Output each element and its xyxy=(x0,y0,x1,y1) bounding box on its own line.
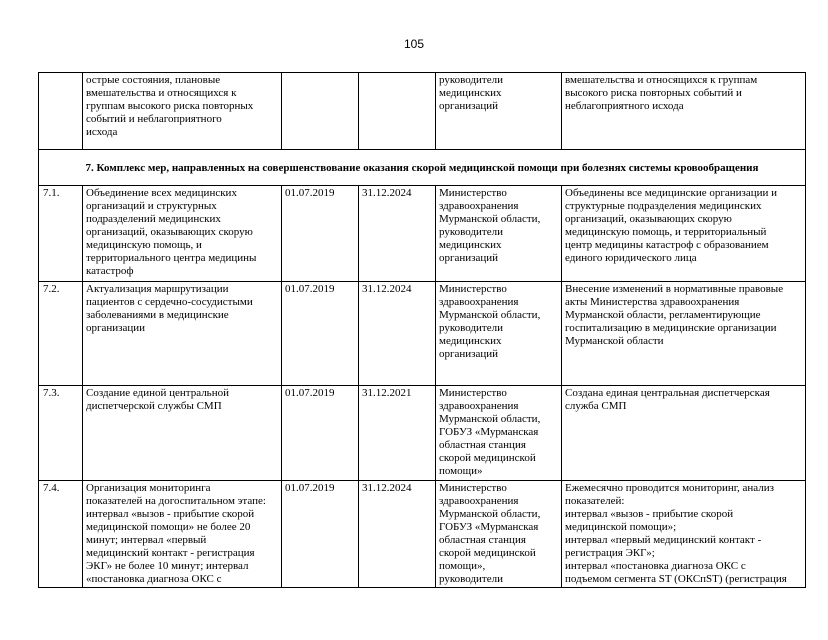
row-number: 7.2. xyxy=(39,282,83,386)
section-title: 7. Комплекс мер, направленных на совершенствование оказания скорой медицинской помощи при болезнях системы кровообращения xyxy=(39,150,806,186)
start-date-cell: 01.07.2019 xyxy=(282,481,359,588)
measure-cell: Объединение всех медицинских организаций и структурных подразделений медицинских организаций, оказывающих скорую медицинскую помощь, и территориального центра медицины катастроф xyxy=(83,186,282,282)
end-date-cell: 31.12.2024 xyxy=(359,186,436,282)
section-header-row xyxy=(39,150,806,186)
measure-cell: острые состояния, плановые вмешательства и относящихся к группам высокого риска повторных событий и неблагоприятного исхода xyxy=(83,73,282,150)
row-number: 7.1. xyxy=(39,186,83,282)
end-date-cell: 31.12.2024 xyxy=(359,481,436,588)
start-date-cell: 01.07.2019 xyxy=(282,186,359,282)
table-row xyxy=(39,386,806,481)
result-cell: Объединены все медицинские организации и структурные подразделения медицинских организаций, оказывающих скорую медицинскую помощь, и территориальный центр медицины катастроф с образованием единого юридического лица xyxy=(562,186,806,282)
responsible-cell: Министерство здравоохранения Мурманской области, руководители медицинских организаций xyxy=(436,282,562,386)
responsible-cell: Министерство здравоохранения Мурманской области, руководители медицинских организаций xyxy=(436,186,562,282)
result-cell: вмешательства и относящихся к группам высокого риска повторных событий и неблагоприятного исхода xyxy=(562,73,806,150)
row-number: 7.4. xyxy=(39,481,83,588)
result-cell: Внесение изменений в нормативные правовые акты Министерства здравоохранения Мурманской области, регламентирующие госпитализацию в медицинские организации Мурманской области xyxy=(562,282,806,386)
start-date-cell: 01.07.2019 xyxy=(282,386,359,481)
measures-table xyxy=(38,72,806,588)
responsible-cell: Министерство здравоохранения Мурманской области, ГОБУЗ «Мурманская областная станция скорой медицинской помощи» xyxy=(436,386,562,481)
result-cell: Ежемесячно проводится мониторинг, анализ показателей: интервал «вызов - прибытие скорой медицинской помощи»; интервал «первый медицинский контакт - регистрация ЭКГ»; интервал «постановка диагноза ОКС с подъемом сегмента ST (ОКСпST) (регистрация xyxy=(562,481,806,588)
table-row xyxy=(39,186,806,282)
responsible-cell: Министерство здравоохранения Мурманской области, ГОБУЗ «Мурманская областная станция скорой медицинской помощи», руководители xyxy=(436,481,562,588)
row-number xyxy=(39,73,83,150)
end-date-cell: 31.12.2024 xyxy=(359,282,436,386)
end-date-cell xyxy=(359,73,436,150)
row-number: 7.3. xyxy=(39,386,83,481)
responsible-cell: руководители медицинских организаций xyxy=(436,73,562,150)
measure-cell: Актуализация маршрутизации пациентов с сердечно-сосудистыми заболеваниями в медицинские организации xyxy=(83,282,282,386)
table-row xyxy=(39,481,806,588)
continuation-row xyxy=(39,73,806,150)
start-date-cell xyxy=(282,73,359,150)
table-row xyxy=(39,282,806,386)
result-cell: Создана единая центральная диспетчерская служба СМП xyxy=(562,386,806,481)
page-number: 105 xyxy=(403,37,425,51)
measure-cell: Создание единой центральной диспетчерской службы СМП xyxy=(83,386,282,481)
measure-cell: Организация мониторинга показателей на догоспитальном этапе: интервал «вызов - прибытие скорой медицинской помощи» не более 20 минут; интервал «первый медицинский контакт - регистрация ЭКГ» не более 10 минут; интервал «постановка диагноза ОКС с xyxy=(83,481,282,588)
start-date-cell: 01.07.2019 xyxy=(282,282,359,386)
end-date-cell: 31.12.2021 xyxy=(359,386,436,481)
